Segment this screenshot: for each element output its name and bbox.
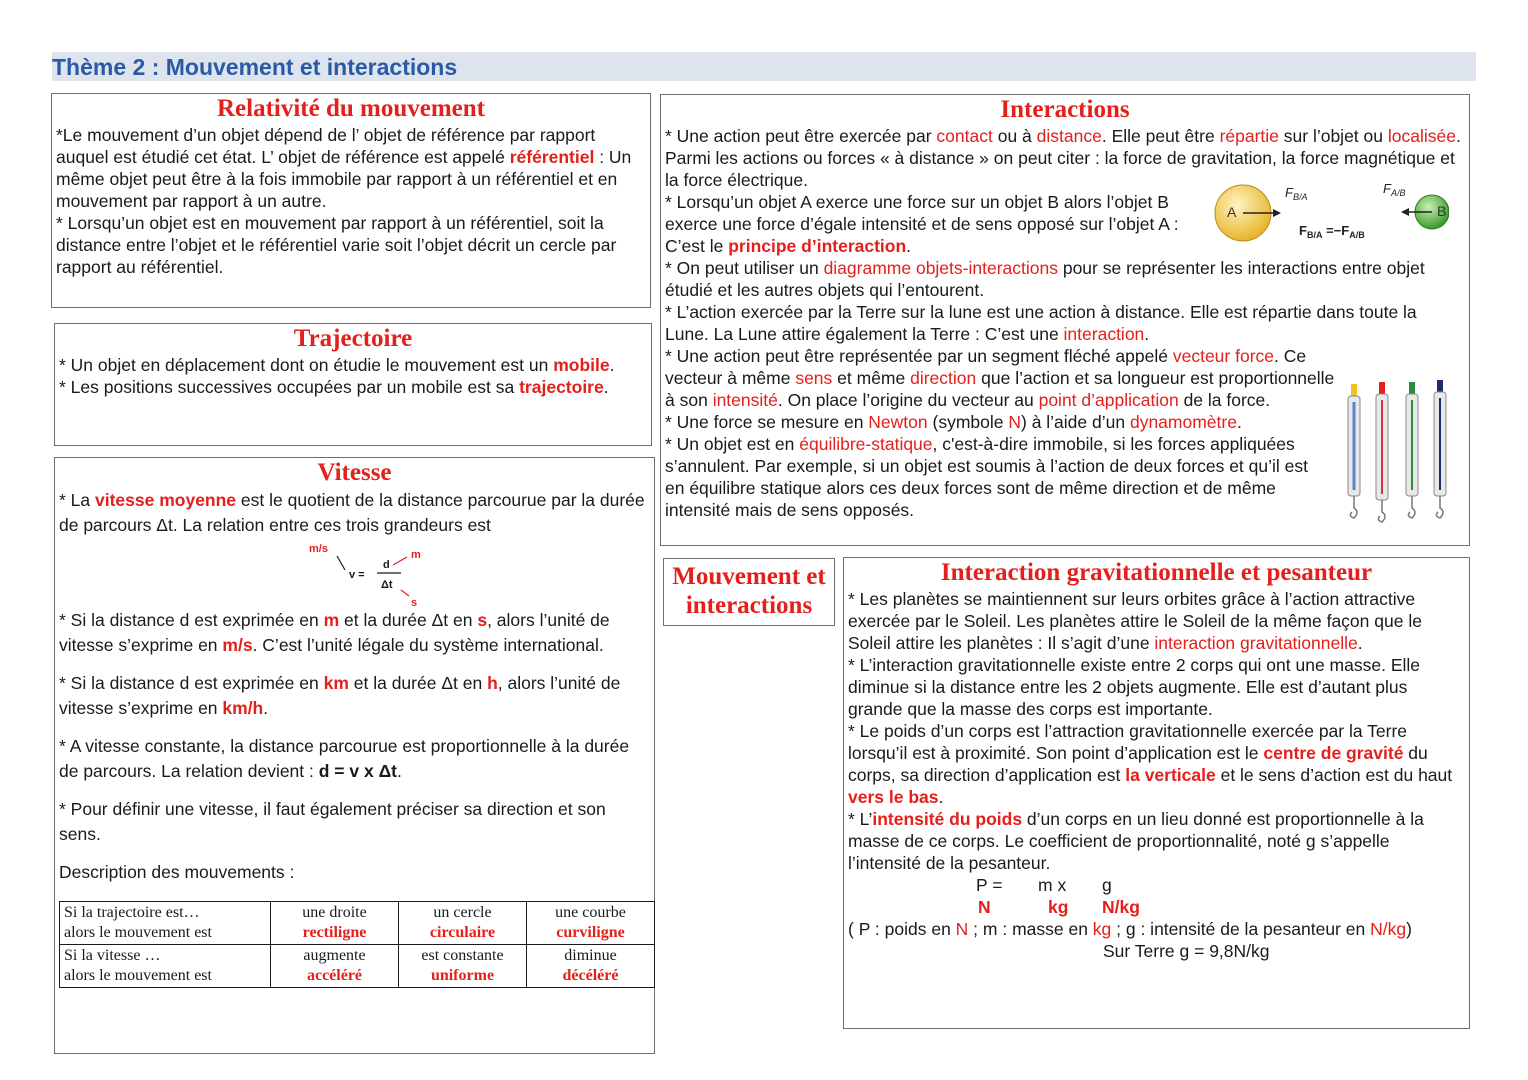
paragraph: *Le mouvement d’un objet dépend de l’ objet de référence par rapport auquel est étudié cet état. L’ objet de référence est appelé référentiel : Un même objet peut être à la fois immobile par rapport à un référentiel et en mouvement par rapport à un autre. bbox=[56, 125, 632, 211]
dynamometer-icon bbox=[1406, 382, 1418, 518]
unit-t: s bbox=[411, 597, 418, 608]
paragraph: * Lorsqu’un objet est en mouvement par rapport à un référentiel, soit la distance entre l’objet et le référentiel varie soit l’objet décrit un cercle par rapport au référentiel. bbox=[56, 213, 617, 277]
section-title: Vitesse bbox=[317, 459, 392, 486]
weight-formula: P = m x g N kg N/kg bbox=[976, 875, 1140, 917]
dynamometers-image bbox=[1341, 380, 1453, 525]
paragraph: * Les planètes se maintiennent sur leurs orbites grâce à l’action attractive exercée par le Soleil. Les planètes attire le Soleil de la même façon que le Soleil attire les planètes : Il s’agit d’une interaction gravitationnelle. bbox=[848, 589, 1422, 653]
paragraph: * Un objet est en équilibre-statique, c'est-à-dire immobile, si les forces appliquées s’annulent. Par exemple, si un objet est soumis à l’action de deux forces et qu’il est en équilibre statique alors ces deux forces sont de même direction et de même intensité mais de sens opposés. bbox=[665, 434, 1308, 520]
paragraph: * Pour définir une vitesse, il faut également préciser sa direction et son sens. bbox=[59, 799, 606, 844]
formula-den: Δt bbox=[381, 579, 393, 591]
paragraph: * Un objet en déplacement dont on étudie le mouvement est un mobile. bbox=[59, 355, 615, 375]
vector-fab-head bbox=[1401, 208, 1409, 216]
object-b-label: B bbox=[1437, 203, 1447, 219]
paragraph: * A vitesse constante, la distance parcourue est proportionnelle à la durée de parcours. La relation devient : d = v x Δt. bbox=[59, 736, 630, 781]
table-cell: est constante uniforme bbox=[399, 945, 527, 988]
vector-equation: $F_{B/A} =-F_{A/B}$ bbox=[1299, 223, 1365, 240]
table-cell: Si la vitesse … alors le mouvement est bbox=[60, 945, 271, 988]
paragraph: Description des mouvements : bbox=[59, 862, 295, 882]
table-row bbox=[60, 945, 655, 988]
section-relativite bbox=[51, 93, 651, 308]
section-mouvement-interactions bbox=[663, 558, 835, 626]
vector-fab-label: $F_{A/B}$ bbox=[1383, 183, 1406, 198]
arrow-line bbox=[337, 556, 345, 570]
formula-num: d bbox=[383, 559, 390, 571]
section-title: Relativité du mouvement bbox=[216, 95, 486, 122]
interaction-figure bbox=[1213, 183, 1449, 243]
vector-fba-head bbox=[1273, 209, 1281, 217]
formula-legend: ( P : poids en N ; m : masse en kg ; g : intensité de la pesanteur en N/kg) bbox=[848, 919, 1412, 939]
dynamometer-icon bbox=[1434, 380, 1446, 518]
paragraph: * Les positions successives occupées par un mobile est sa trajectoire. bbox=[59, 377, 609, 397]
dynamometer-icon bbox=[1376, 382, 1388, 522]
table-cell: une droite rectiligne bbox=[271, 902, 399, 945]
section-vitesse bbox=[54, 457, 655, 1054]
arrow-line bbox=[393, 557, 407, 565]
paragraph: * Une force se mesure en Newton (symbole N) à l’aide d’un dynamomètre. bbox=[665, 412, 1242, 432]
vector-fba-label: $F_{B/A}$ bbox=[1285, 185, 1308, 202]
speed-formula bbox=[59, 538, 650, 608]
table-row bbox=[60, 902, 655, 945]
paragraph: * Si la distance d est exprimée en m et la durée Δt en s, alors l’unité de vitesse s’exprime en m/s. C’est l’unité légale du système international. bbox=[59, 610, 610, 655]
section-title: Interaction gravitationnelle et pesanteur bbox=[940, 559, 1373, 586]
paragraph: * On peut utiliser un diagramme objets-interactions pour se représenter les interactions entre objet étudié et les autres objets qui l’entourent. bbox=[665, 258, 1425, 300]
table-cell: Si la trajectoire est… alors le mouvement est bbox=[60, 902, 271, 945]
section-gravitation bbox=[843, 557, 1470, 1029]
table-cell: un cercle circulaire bbox=[399, 902, 527, 945]
table-cell: augmente accéléré bbox=[271, 945, 399, 988]
section-interactions bbox=[660, 94, 1470, 546]
paragraph: * L’intensité du poids d’un corps en un lieu donné est proportionnelle à la masse de ce corps. Le coefficient de proportionnalité, noté g s’appelle l’intensité de la pesanteur. bbox=[848, 809, 1424, 873]
paragraph: * Si la distance d est exprimée en km et la durée Δt en h, alors l’unité de vitesse s’exprime en km/h. bbox=[59, 673, 621, 718]
table-cell: une courbe curviligne bbox=[527, 902, 655, 945]
object-a-label: A bbox=[1227, 204, 1237, 220]
unit-d: m bbox=[411, 549, 421, 561]
paragraph: * Une action peut être représentée par un segment fléché appelé vecteur force. Ce vecteur à même sens et même direction que l’action et sa longueur est proportionnelle à son intensité. On place l’origine du vecteur au point d’application de la force. bbox=[665, 346, 1335, 410]
section-trajectoire bbox=[54, 323, 652, 446]
paragraph: * Une action peut être exercée par contact ou à distance. Elle peut être répartie sur l’objet ou localisée. Parmi les actions ou forces « à distance » on peut citer : la force de gravitation, la force magnétique et la force électrique. bbox=[665, 126, 1461, 190]
section-title: Mouvement et interactions bbox=[672, 563, 826, 619]
earth-gravity: Sur Terre g = 9,8N/kg bbox=[1103, 941, 1270, 961]
dynamometer-icon bbox=[1348, 384, 1360, 518]
theme-bar bbox=[52, 52, 1476, 81]
unit-v: m/s bbox=[309, 543, 328, 555]
table-cell: diminue décéléré bbox=[527, 945, 655, 988]
paragraph: * Lorsqu’un objet A exerce une force sur un objet B alors l’objet B exerce une force d’égale intensité et de sens opposé sur l’objet A : C’est le principe d’interaction. bbox=[665, 192, 1179, 256]
movement-table bbox=[59, 901, 655, 988]
paragraph: * La vitesse moyenne est le quotient de la distance parcourue par la durée de parcours Δt. La relation entre ces trois grandeurs est bbox=[59, 490, 645, 535]
section-title: Trajectoire bbox=[293, 325, 413, 352]
arrow-line bbox=[401, 590, 409, 596]
paragraph: * Le poids d’un corps est l’attraction gravitationnelle exercée par la Terre lorsqu’il est à proximité. Son point d’application est le centre de gravité du corps, sa direction d’application est la verticale et le sens d’action est du haut vers le bas. bbox=[848, 721, 1453, 807]
section-title: Interactions bbox=[1000, 96, 1130, 123]
page-title: Thème 2 : Mouvement et interactions bbox=[52, 54, 458, 80]
formula-lhs: v = bbox=[349, 569, 365, 581]
paragraph: * L’interaction gravitationnelle existe entre 2 corps qui ont une masse. Elle diminue si la distance entre les 2 objets augmente. Elle est d’autant plus grande que la masse des corps est importante. bbox=[848, 655, 1420, 719]
speed-formula-diagram bbox=[309, 538, 439, 608]
paragraph: * L’action exercée par la Terre sur la lune est une action à distance. Elle est répartie dans toute la Lune. La Lune attire également la Terre : C’est une interaction. bbox=[665, 302, 1417, 344]
